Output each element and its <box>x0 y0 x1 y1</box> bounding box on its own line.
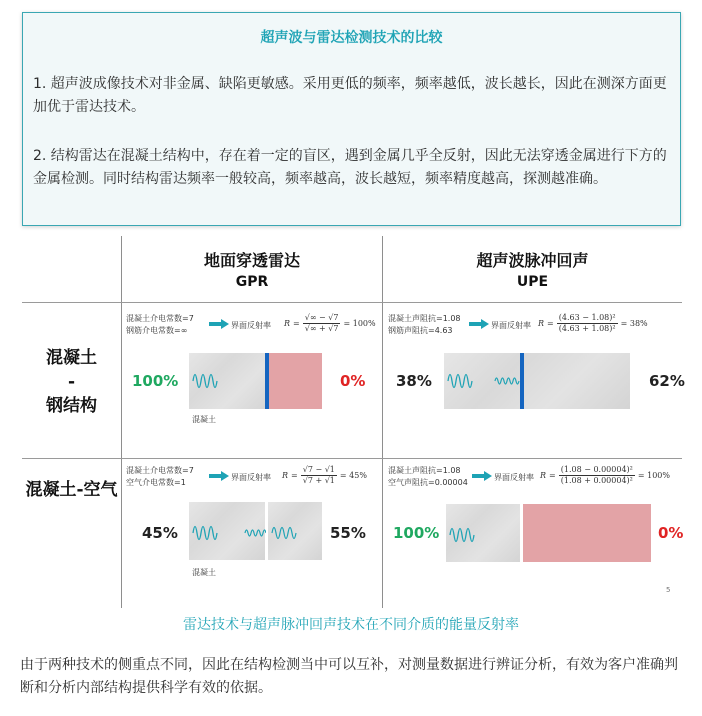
reflected-wave-icon <box>244 526 266 540</box>
formula-fraction <box>559 465 635 486</box>
formula-denominator: √7 + √1 <box>302 476 335 485</box>
callout-paragraph-2: 2. 结构雷达在混凝土结构中，存在着一定的盲区，遇到金属几乎全反射，因此无法穿透金属进行下方的金属检测。同时结构雷达频率一般较高，频率越高，波长越短，频率精度越高，探测越准确。 <box>33 148 667 187</box>
reflect-percent: 100% <box>132 372 179 390</box>
formula-denominator: (4.63 + 1.08)² <box>558 324 616 333</box>
formula-result: = 100% <box>343 319 376 328</box>
material-label: 混凝土 <box>192 568 216 577</box>
formula-lhs: R <box>282 471 289 480</box>
reflectance-formula: R = $\frac{√7 - √1}{√7 + √1}$ = 45% <box>282 465 367 485</box>
column-title: 超声波脉冲回声 <box>476 251 589 270</box>
param-text: 混凝土声阻抗=1.08 <box>388 466 461 475</box>
column-header-upe <box>383 250 682 292</box>
steel-interface-line <box>520 353 524 409</box>
column-abbr: UPE <box>516 274 549 290</box>
formula-lhs: R <box>540 471 547 480</box>
reflectance-label: 界面反射率 <box>231 321 271 330</box>
callout-title: 超声波与雷达检测技术的比较 <box>260 30 443 46</box>
arrow-right-icon <box>472 471 492 481</box>
row-label-line: 混凝土-空气 <box>25 480 118 500</box>
figure-caption: 雷达技术与超声脉冲回声技术在不同介质的能量反射率 <box>183 617 519 633</box>
conclusion-paragraph: 由于两种技术的侧重点不同，因此在结构检测当中可以互补，对测量数据进行辨证分析，有效为客户准确判断和分析内部结构提供科学有效的依据。 <box>20 657 678 696</box>
column-abbr: GPR <box>235 274 269 290</box>
formula-numerator: (4.63 − 1.08)² <box>558 313 616 322</box>
reflectance-formula: R = $\frac{√\infty - √7}{√\infty + √7}$ = 100% <box>284 313 376 333</box>
formula-numerator: √7 − √1 <box>302 465 335 474</box>
reflectance-label: 界面反射率 <box>494 473 534 482</box>
param-text: 混凝土介电常数=7 <box>126 314 194 323</box>
wave-signal-icon <box>449 520 475 550</box>
transmitted-wave-icon <box>271 520 297 546</box>
row-label-line: 混凝土 <box>46 348 97 368</box>
column-title: 地面穿透雷达 <box>203 251 300 270</box>
transmitted-energy-block <box>523 504 651 562</box>
param-text: 空气声阻抗=0.00004 <box>388 478 468 487</box>
formula-fraction <box>557 313 618 334</box>
row-label-line: 钢结构 <box>46 396 97 416</box>
formula-result: = 38% <box>620 319 648 328</box>
reflectance-label: 界面反射率 <box>231 473 271 482</box>
formula-numerator: √∞ − √7 <box>304 313 339 322</box>
wave-signal-icon <box>447 366 473 396</box>
slide-page-number: 5 <box>666 586 671 594</box>
material-label: 混凝土 <box>192 415 216 424</box>
formula-denominator: (1.08 + 0.00004)² <box>560 476 633 485</box>
wave-signal-icon <box>192 366 218 396</box>
transmitted-energy-block <box>269 353 322 409</box>
column-header-gpr <box>122 250 382 292</box>
row-label-concrete-steel <box>22 346 121 418</box>
formula-fraction <box>301 465 337 486</box>
row-label-line: - <box>67 372 76 392</box>
reflect-percent: 38% <box>396 372 432 390</box>
reflectance-formula: R = $\frac{\text{(1.08 − 0.00004)²}}{\text{(1.08 + 0.00004)²}}$ = 100% <box>540 465 670 485</box>
arrow-right-icon <box>209 319 229 329</box>
wave-signal-icon <box>192 518 218 548</box>
callout-paragraph-1: 1. 超声波成像技术对非金属、缺陷更敏感。采用更低的频率，频率越低，波长越长，因此在测深方面更加优于雷达技术。 <box>33 76 667 115</box>
param-text: 混凝土介电常数=7 <box>126 466 194 475</box>
reflectance-label: 界面反射率 <box>491 321 531 330</box>
reflection-comparison-slide <box>22 236 685 608</box>
formula-lhs: R <box>538 319 545 328</box>
grid-divider <box>22 458 682 459</box>
reflectance-formula: R = $\frac{\text{(4.63 − 1.08)²}}{\text{(4.63 + 1.08)²}}$ = 38% <box>538 313 648 333</box>
comparison-callout <box>22 12 681 226</box>
transmit-percent: 55% <box>330 524 366 542</box>
param-text: 空气介电常数=1 <box>126 478 186 487</box>
reflect-percent: 45% <box>142 524 178 542</box>
arrow-right-icon <box>469 319 489 329</box>
param-text: 钢筋声阻抗=4.63 <box>388 326 453 335</box>
arrow-right-icon <box>209 471 229 481</box>
transmit-percent: 0% <box>340 372 366 390</box>
formula-result: = 100% <box>637 471 670 480</box>
param-text: 混凝土声阻抗=1.08 <box>388 314 461 323</box>
transmit-percent: 0% <box>658 524 684 542</box>
formula-lhs: R <box>284 319 291 328</box>
formula-numerator: (1.08 − 0.00004)² <box>560 465 633 474</box>
param-text: 钢筋介电常数=∞ <box>126 326 188 335</box>
grid-divider <box>22 302 682 303</box>
formula-denominator: √∞ + √7 <box>304 324 339 333</box>
formula-fraction <box>303 313 341 334</box>
reflect-percent: 100% <box>393 524 440 542</box>
row-label-concrete-air <box>22 478 121 502</box>
formula-result: = 45% <box>339 471 367 480</box>
reflected-wave-icon <box>494 373 520 389</box>
transmit-percent: 62% <box>649 372 685 390</box>
